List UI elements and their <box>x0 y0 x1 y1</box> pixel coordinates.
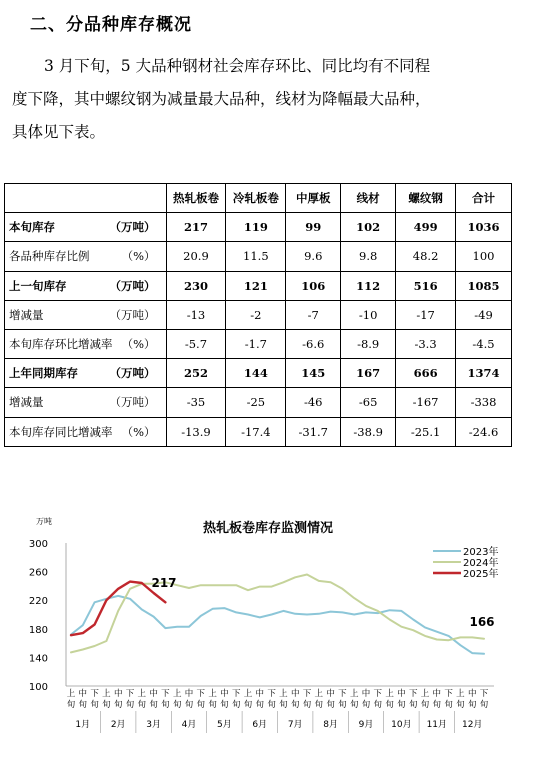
table-cell: 99 <box>286 213 341 242</box>
x-tick-label: 旬 <box>361 700 371 710</box>
x-tick-label: 上 <box>208 689 217 699</box>
row-unit: （万吨） <box>109 220 156 235</box>
x-tick-label: 旬 <box>432 700 442 710</box>
table-cell: -338 <box>456 388 512 417</box>
x-tick-label: 旬 <box>78 700 88 710</box>
row-unit: （万吨） <box>109 278 156 293</box>
x-tick-label: 上 <box>102 689 111 699</box>
x-tick-label: 旬 <box>420 700 430 710</box>
x-tick-label: 上 <box>349 689 359 699</box>
x-tick-label: 旬 <box>397 700 406 710</box>
legend-label: 2023年 <box>463 547 499 558</box>
table-cell: 121 <box>226 271 286 300</box>
month-label: 2月 <box>110 720 126 730</box>
table-cell: -3.3 <box>396 329 456 358</box>
row-label-cell <box>5 359 167 388</box>
table-cell: -65 <box>341 388 396 417</box>
table-cell: -13 <box>166 300 226 329</box>
table-cell: 167 <box>341 359 396 388</box>
x-tick-label: 旬 <box>102 700 111 710</box>
x-tick-label: 上 <box>243 689 253 699</box>
table-cell: 230 <box>166 271 226 300</box>
row-unit: （万吨） <box>109 395 156 410</box>
table-row <box>5 359 512 388</box>
x-tick-label: 旬 <box>220 700 229 710</box>
x-tick-label: 下 <box>408 689 418 699</box>
x-tick-label: 中 <box>255 689 265 699</box>
month-label: 4月 <box>181 720 197 730</box>
x-tick-label: 旬 <box>290 700 300 710</box>
y-tick-label: 100 <box>28 682 48 693</box>
x-tick-label: 旬 <box>456 700 465 710</box>
month-label: 1月 <box>75 720 91 730</box>
month-label: 7月 <box>287 720 303 730</box>
x-tick-label: 旬 <box>349 700 359 710</box>
table-cell: 217 <box>166 213 226 242</box>
paragraph-line: 度下降，其中螺纹钢为减量最大品种，线材为降幅最大品种， <box>12 90 431 108</box>
x-tick-label: 上 <box>385 689 394 699</box>
y-unit-label: 万吨 <box>36 517 52 526</box>
month-label: 6月 <box>252 720 268 730</box>
table-header-row <box>5 184 512 213</box>
table-header-cell: 线材 <box>341 184 396 213</box>
table-cell: -4.5 <box>456 329 512 358</box>
row-label: 本旬库存同比增减率 <box>9 424 113 439</box>
table-header-cell: 热轧板卷 <box>166 184 226 213</box>
x-tick-label: 旬 <box>161 700 170 710</box>
table-cell: 144 <box>226 359 286 388</box>
x-tick-label: 旬 <box>326 700 335 710</box>
table-cell: 666 <box>396 359 456 388</box>
x-tick-label: 中 <box>290 689 300 699</box>
table-cell: 145 <box>286 359 341 388</box>
x-tick-label: 下 <box>231 689 241 699</box>
table-cell: -35 <box>166 388 226 417</box>
series-line-2023年 <box>71 596 484 654</box>
row-unit: （万吨） <box>109 307 156 322</box>
row-label-cell <box>5 388 167 417</box>
table-cell: 112 <box>341 271 396 300</box>
table-cell: -5.7 <box>166 329 226 358</box>
x-tick-label: 旬 <box>196 700 206 710</box>
table-cell: -2 <box>226 300 286 329</box>
y-tick-label: 260 <box>28 567 48 579</box>
table-cell: -167 <box>396 388 456 417</box>
x-tick-label: 下 <box>373 689 383 699</box>
table-cell: 516 <box>396 271 456 300</box>
row-label: 上年同期库存 <box>9 366 78 381</box>
table-row <box>5 213 512 242</box>
month-label: 3月 <box>146 720 161 730</box>
x-tick-label: 旬 <box>314 700 324 710</box>
table-cell: 499 <box>396 213 456 242</box>
x-tick-label: 中 <box>220 689 229 699</box>
paragraph-line: 3 月下旬，5 大品种钢材社会库存环比、同比均有不同程 <box>44 57 431 75</box>
x-tick-label: 上 <box>420 689 430 699</box>
x-tick-label: 中 <box>78 689 88 699</box>
x-tick-label: 旬 <box>243 700 253 710</box>
table-cell: 9.8 <box>341 242 396 271</box>
x-tick-label: 旬 <box>467 700 477 710</box>
x-tick-label: 上 <box>456 689 465 699</box>
x-tick-label: 下 <box>196 689 206 699</box>
annotation-label: 166 <box>469 615 495 629</box>
table-header-cell: 中厚板 <box>286 184 341 213</box>
table-cell: 106 <box>286 271 341 300</box>
table-cell: 102 <box>341 213 396 242</box>
summary-paragraph <box>12 50 540 149</box>
table-cell: -17.4 <box>226 417 286 446</box>
x-tick-label: 旬 <box>113 700 123 710</box>
x-tick-label: 下 <box>444 689 453 699</box>
table-cell: -49 <box>456 300 512 329</box>
row-label-cell <box>5 417 167 446</box>
row-label: 增减量 <box>9 307 44 322</box>
x-tick-label: 旬 <box>338 700 347 710</box>
x-tick-label: 中 <box>432 689 442 699</box>
row-label-cell <box>5 300 167 329</box>
x-tick-label: 旬 <box>279 700 288 710</box>
x-tick-label: 旬 <box>302 700 312 710</box>
table-cell: -10 <box>341 300 396 329</box>
x-tick-label: 下 <box>161 689 170 699</box>
month-label: 8月 <box>323 720 338 730</box>
row-label-cell <box>5 271 167 300</box>
row-label: 本旬库存 <box>9 220 55 235</box>
table-row <box>5 329 512 358</box>
x-tick-label: 中 <box>113 689 123 699</box>
x-tick-label: 旬 <box>137 700 147 710</box>
table-row <box>5 271 512 300</box>
x-tick-label: 上 <box>66 689 76 699</box>
y-tick-label: 220 <box>28 596 48 608</box>
table-cell: -17 <box>396 300 456 329</box>
x-tick-label: 旬 <box>255 700 265 710</box>
row-label-cell <box>5 329 167 358</box>
month-label: 5月 <box>217 720 232 730</box>
table-row <box>5 417 512 446</box>
legend-label: 2025年 <box>463 569 499 580</box>
month-label: 10月 <box>391 720 412 730</box>
hot-rolled-coil-stock-chart <box>0 505 550 763</box>
x-tick-label: 上 <box>314 689 324 699</box>
x-tick-label: 旬 <box>184 700 194 710</box>
x-tick-label: 中 <box>326 689 335 699</box>
x-tick-label: 旬 <box>90 700 99 710</box>
table-row <box>5 242 512 271</box>
x-tick-label: 旬 <box>149 700 158 710</box>
x-tick-label: 中 <box>361 689 371 699</box>
y-tick-label: 140 <box>28 653 48 665</box>
x-tick-label: 下 <box>338 689 347 699</box>
table-row <box>5 300 512 329</box>
x-tick-label: 旬 <box>373 700 383 710</box>
x-tick-label: 旬 <box>444 700 453 710</box>
table-cell: 1085 <box>456 271 512 300</box>
inventory-table <box>4 183 512 447</box>
legend-label: 2024年 <box>463 558 499 569</box>
month-label: 9月 <box>358 720 374 730</box>
table-cell: 1374 <box>456 359 512 388</box>
row-label: 本旬库存环比增减率 <box>9 337 113 352</box>
table-header-cell: 螺纹钢 <box>396 184 456 213</box>
table-cell: -25 <box>226 388 286 417</box>
row-label-cell <box>5 213 167 242</box>
month-label: 11月 <box>426 720 448 730</box>
table-cell: -46 <box>286 388 341 417</box>
row-unit: （%） <box>121 249 156 264</box>
x-tick-label: 下 <box>267 689 276 699</box>
table-cell: -25.1 <box>396 417 456 446</box>
table-cell: 20.9 <box>166 242 226 271</box>
table-cell: 252 <box>166 359 226 388</box>
table-cell: -31.7 <box>286 417 341 446</box>
x-tick-label: 旬 <box>231 700 241 710</box>
table-cell: -8.9 <box>341 329 396 358</box>
table-cell: 9.6 <box>286 242 341 271</box>
row-label: 上一旬库存 <box>9 278 67 293</box>
row-unit: （%） <box>121 337 156 352</box>
x-tick-label: 上 <box>279 689 288 699</box>
x-tick-label: 中 <box>149 689 158 699</box>
x-tick-label: 旬 <box>267 700 276 710</box>
table-cell: -1.7 <box>226 329 286 358</box>
row-unit: （万吨） <box>109 366 156 381</box>
row-label-cell <box>5 242 167 271</box>
x-tick-label: 旬 <box>408 700 418 710</box>
x-tick-label: 中 <box>467 689 477 699</box>
row-unit: （%） <box>121 424 156 439</box>
table-cell: 1036 <box>456 213 512 242</box>
table-cell: 48.2 <box>396 242 456 271</box>
y-tick-label: 180 <box>28 624 48 636</box>
x-tick-label: 旬 <box>479 700 489 710</box>
table-cell: 119 <box>226 213 286 242</box>
x-tick-label: 上 <box>137 689 147 699</box>
x-tick-label: 中 <box>397 689 406 699</box>
x-tick-label: 下 <box>90 689 99 699</box>
x-tick-label: 旬 <box>125 700 135 710</box>
table-row <box>5 388 512 417</box>
x-tick-label: 旬 <box>208 700 217 710</box>
annotation-label: 217 <box>151 576 177 590</box>
y-tick-label: 300 <box>28 539 48 550</box>
x-tick-label: 下 <box>479 689 489 699</box>
table-header-cell <box>5 184 167 213</box>
table-cell: -6.6 <box>286 329 341 358</box>
table-cell: 11.5 <box>226 242 286 271</box>
table-cell: -38.9 <box>341 417 396 446</box>
x-tick-label: 旬 <box>66 700 76 710</box>
x-tick-label: 旬 <box>172 700 182 710</box>
x-tick-label: 下 <box>302 689 312 699</box>
section-heading: 二、分品种库存概况 <box>30 15 192 35</box>
x-tick-label: 下 <box>125 689 135 699</box>
table-header-cell: 冷轧板卷 <box>226 184 286 213</box>
x-tick-label: 中 <box>184 689 194 699</box>
x-tick-label: 上 <box>172 689 182 699</box>
paragraph-line: 具体见下表。 <box>12 123 106 141</box>
row-label: 增减量 <box>9 395 44 410</box>
table-cell: -24.6 <box>456 417 512 446</box>
table-cell: -13.9 <box>166 417 226 446</box>
table-header-cell: 合计 <box>456 184 512 213</box>
table-cell: 100 <box>456 242 512 271</box>
table-cell: -7 <box>286 300 341 329</box>
month-label: 12月 <box>461 720 483 730</box>
x-tick-label: 旬 <box>385 700 394 710</box>
row-label: 各品种库存比例 <box>9 249 90 264</box>
chart-title: 热轧板卷库存监测情况 <box>202 521 334 536</box>
